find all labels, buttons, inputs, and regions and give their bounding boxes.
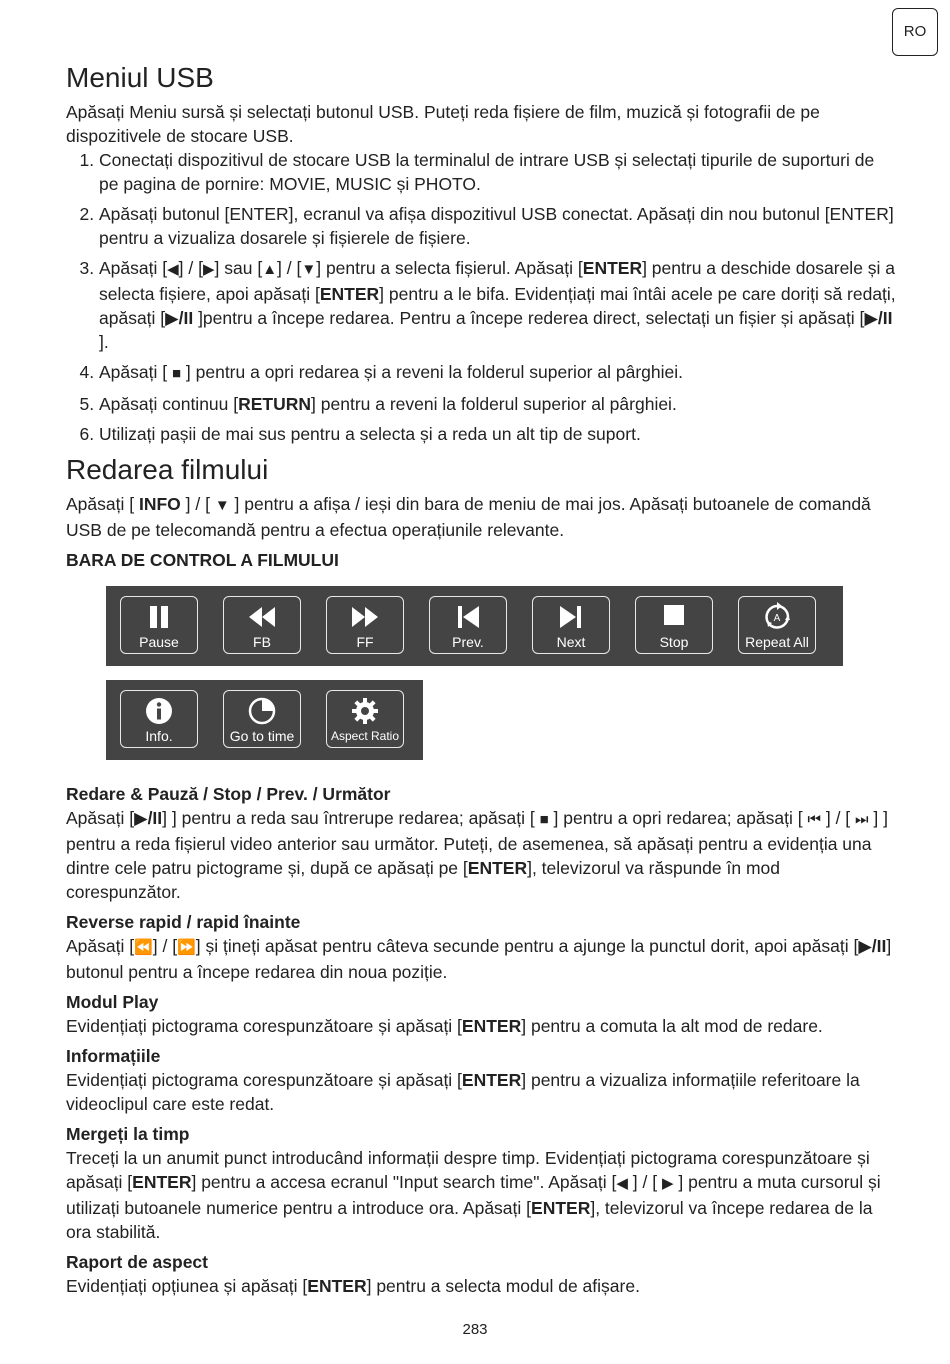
down-arrow-icon: ▼ <box>214 497 230 514</box>
return-key-label: RETURN <box>238 394 312 414</box>
section-heading: Informațiile <box>66 1046 161 1066</box>
movie-playback-title: Redarea filmului <box>66 454 269 485</box>
info-key-label: INFO <box>138 494 181 514</box>
text: Evidențiați pictograma corespunzătoare și apăsați [ <box>66 1070 462 1090</box>
language-badge <box>892 8 938 56</box>
skip-next-icon: ⏭ <box>855 811 869 828</box>
text: ] ] pentru a reda sau întrerupe redarea; apăsați [ <box>162 808 540 828</box>
usb-step-1: 1. Conectați dispozitivul de stocare USB la terminalul de intrare USB și selectați tipurile de suporturi de pe pagina de pornire: MOVIE, MUSIC și PHOTO. <box>99 148 896 196</box>
text: ] / [ <box>152 936 178 956</box>
enter-key-label: ENTER <box>319 284 380 304</box>
section-body <box>66 806 896 904</box>
aspect-ratio-section <box>66 1250 896 1298</box>
usb-step-4 <box>99 360 896 386</box>
text: ] pentru a selecta fișierul. Apăsați [ <box>316 258 583 278</box>
text: Apăsați [ <box>66 808 135 828</box>
enter-key-label: ENTER <box>307 1276 367 1296</box>
fast-backward-button[interactable] <box>223 596 301 654</box>
next-button[interactable] <box>532 596 610 654</box>
svg-text:A: A <box>773 613 781 624</box>
enter-key-label: ENTER <box>531 1198 591 1218</box>
text: ] pentru a opri redarea și a reveni la folderul superior al pârghiei. <box>181 362 683 382</box>
usb-step-2: 2. Apăsați butonul [ENTER], ecranul va afișa dispozitivul USB conectat. Apăsați din nou butonul [ENTER] pentru a vizualiza dosarele și fișierele de fișiere. <box>99 202 896 250</box>
fast-forward-icon <box>350 602 380 632</box>
text: ] / [ <box>180 494 215 514</box>
enter-key-label: ENTER <box>132 1172 192 1192</box>
movie-intro <box>66 492 896 542</box>
text: Apăsați continuu [ <box>99 394 239 414</box>
play-pause-icon: ▶/II <box>858 936 887 956</box>
pause-button[interactable] <box>120 596 198 654</box>
page-number: 283 <box>462 1321 488 1338</box>
gear-icon <box>350 696 380 726</box>
clock-icon <box>247 696 277 726</box>
previous-button[interactable] <box>429 596 507 654</box>
enter-key-label: ENTER <box>461 1070 522 1090</box>
right-arrow-icon: ▶ <box>202 261 215 278</box>
usb-step-3 <box>99 256 896 354</box>
fast-forward-icon: ⏩ <box>177 939 196 956</box>
usb-step-6: 6. Utilizați pașii de mai sus pentru a selecta și a reda un alt tip de suport. <box>99 422 896 446</box>
stop-icon: ■ <box>539 811 549 828</box>
control-bar-title: BARA DE CONTROL A FILMULUI <box>66 550 339 570</box>
text: ] sau [ <box>214 258 263 278</box>
text: Apăsați [ <box>66 494 139 514</box>
stop-button[interactable] <box>635 596 713 654</box>
right-arrow-icon: ▶ <box>661 1175 674 1192</box>
text: ] pentru a vizualiza informațiile referitoare la videoclipul care este redat. <box>66 1070 860 1114</box>
text: Treceți la un anumit punct introducând informații despre timp. Evidențiați pictograma corespunzătoare și apăsați [ <box>66 1148 870 1192</box>
repeat-all-label: Repeat All <box>745 634 809 650</box>
stop-icon: ■ <box>171 365 182 382</box>
text: ] pentru a comuta la alt mod de redare. <box>521 1016 823 1036</box>
next-label: Next <box>556 634 586 650</box>
enter-key-label: ENTER <box>467 858 528 878</box>
repeat-all-icon <box>762 602 792 632</box>
aspect-ratio-label: Aspect Ratio <box>330 729 400 743</box>
prev-label: Prev. <box>452 634 484 650</box>
text: ] / [ <box>277 258 302 278</box>
information-section <box>66 1044 896 1116</box>
fast-forward-button[interactable] <box>326 596 404 654</box>
enter-key-label: ENTER <box>582 258 643 278</box>
text: ] pentru a opri redarea; apăsați [ <box>548 808 808 828</box>
info-button[interactable] <box>120 690 198 748</box>
page-content <box>66 60 896 1304</box>
text: ] / [ <box>820 808 856 828</box>
text: ], televizorul va răspunde în mod corespunzător. <box>66 858 780 902</box>
go-to-time-button[interactable] <box>223 690 301 748</box>
pause-icon <box>144 602 174 632</box>
enter-key-label: ENTER <box>461 1016 522 1036</box>
play-pause-icon: ▶/II <box>864 308 893 328</box>
aspect-ratio-button[interactable] <box>326 690 404 748</box>
info-icon <box>144 696 174 726</box>
section-body <box>66 934 896 984</box>
text: ] butonul pentru a începe redarea din noua poziție. <box>66 936 892 982</box>
ff-label: FF <box>356 634 374 650</box>
language-badge-label: RO <box>903 23 927 40</box>
play-pause-icon: ▶/II <box>134 808 163 828</box>
text: ] pentru a muta cursorul și utilizați butoanele numerice pentru a introduce ora. Apăsați [ <box>66 1172 881 1218</box>
text: ] pentru a reveni la folderul superior al pârghiei. <box>311 394 677 414</box>
section-heading: Raport de aspect <box>66 1252 208 1272</box>
go-to-time-section <box>66 1122 896 1244</box>
play-pause-icon: ▶/II <box>165 308 194 328</box>
usb-step-5 <box>99 392 896 416</box>
repeat-all-button[interactable] <box>738 596 816 654</box>
text: ] ] pentru a reda fișierul video anterior sau următor. Puteți, de asemenea, să apăsați pentru a evidenția una dintre cele patru pictograme și, după ce apăsați pe [ <box>66 808 888 878</box>
text: ] / [ <box>627 1172 662 1192</box>
section-heading: Reverse rapid / rapid înainte <box>66 912 301 932</box>
rewind-icon <box>247 602 277 632</box>
text: ] și țineți apăsat pentru câteva secunde pentru a ajunge la punctul dorit, apoi apăsați [ <box>195 936 859 956</box>
text: ]pentru a începe redarea. Pentru a începe rederea direct, selectați un fișier și apăsați [ <box>193 308 865 328</box>
usb-steps-list <box>66 148 896 446</box>
fb-label: FB <box>253 634 271 650</box>
down-arrow-icon: ▼ <box>301 261 317 278</box>
text: Evidențiați opțiunea și apăsați [ <box>66 1276 308 1296</box>
text: ] pentru a deschide dosarele și a selecta fișiere, apoi apăsați [ <box>99 258 896 304</box>
playback-controls-section <box>66 782 896 904</box>
pause-label: Pause <box>139 634 179 650</box>
text: ] / [ <box>178 258 203 278</box>
skip-next-icon <box>556 602 586 632</box>
text: ] pentru a accesa ecranul "Input search time". Apăsați [ <box>191 1172 617 1192</box>
movie-control-bar-secondary <box>106 680 423 760</box>
play-mode-section <box>66 990 896 1038</box>
skip-previous-icon <box>453 602 483 632</box>
usb-intro: Apăsați Meniu sursă și selectați butonul USB. Puteți reda fișiere de film, muzică și fotografii de pe dispozitivele de stocare USB. <box>66 102 820 146</box>
section-body <box>66 1068 896 1116</box>
stop-label: Stop <box>659 634 689 650</box>
text: ], televizorul va începe redarea de la ora stabilită. <box>66 1198 873 1242</box>
skip-previous-icon: ⏮ <box>807 811 821 828</box>
stop-icon <box>659 602 689 632</box>
section-body <box>66 1014 896 1038</box>
text: Evidențiați pictograma corespunzătoare și apăsați [ <box>66 1016 462 1036</box>
left-arrow-icon: ◀ <box>167 261 179 278</box>
section-heading: Redare & Pauză / Stop / Prev. / Următor <box>66 784 391 804</box>
text: ] pentru a selecta modul de afișare. <box>366 1276 640 1296</box>
text: Apăsați [ <box>99 258 168 278</box>
section-heading: Mergeți la timp <box>66 1124 190 1144</box>
text: Apăsați [ <box>99 362 172 382</box>
section-heading: Modul Play <box>66 992 159 1012</box>
go-to-time-label: Go to time <box>229 728 295 744</box>
section-body <box>66 1146 896 1244</box>
left-arrow-icon: ◀ <box>616 1175 628 1192</box>
text: ] pentru a le bifa. Evidențiați mai întâi acele pe care doriți să redați, apăsați [ <box>99 284 896 328</box>
usb-menu-title: Meniul USB <box>66 62 214 93</box>
text: ] pentru a afișa / ieși din bara de meniu de mai jos. Apăsați butoanele de comandă USB de pe telecomandă pentru a efectua operațiunile relevante. <box>66 494 871 540</box>
section-body <box>66 1274 896 1298</box>
text: Apăsați [ <box>66 936 135 956</box>
fast-reverse-forward-section <box>66 910 896 984</box>
text: ]. <box>99 332 109 352</box>
up-arrow-icon: ▲ <box>262 261 278 278</box>
rewind-icon: ⏪ <box>134 939 153 956</box>
info-label: Info. <box>145 728 173 744</box>
movie-control-bar <box>106 586 843 666</box>
